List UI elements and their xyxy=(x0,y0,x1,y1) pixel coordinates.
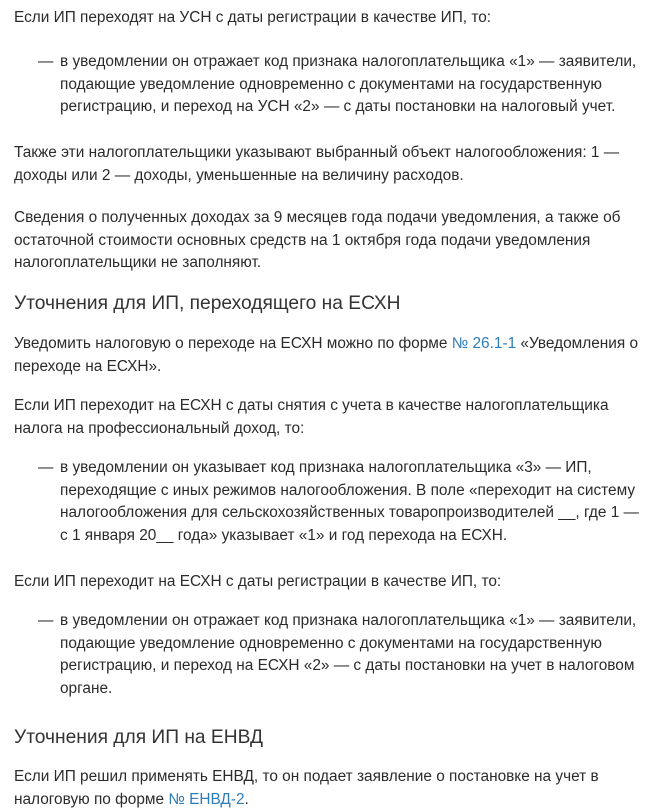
list-item-text: в уведомлении он указывает код признака налогоплательщика «3» — ИП, переходящие с иных режимов налогообложения. В поле «переходит на систему налогообложения для сельскохозяйственных товаропроизводителей __, где 1 — с 1 января 20__ года» указывает «1» и год перехода на ЕСХН. xyxy=(60,459,639,544)
text-after-link: «Уведомления о переходе на ЕСХН». xyxy=(14,335,639,375)
list-item-eskhn-code-3 xyxy=(14,457,640,547)
text-before-link: Если ИП решил применять ЕНВД, то он подает заявление о постановке на учет в налоговую по форме xyxy=(14,768,599,808)
list-item-text: в уведомлении он отражает код признака налогоплательщика «1» — заявители, подающие уведомление одновременно с документами на государственную регистрацию, и переход на ЕСХН «2» — с даты постановки на учет в налоговом органе. xyxy=(60,612,637,697)
paragraph-envd-form xyxy=(14,766,640,811)
paragraph-eskhn-form xyxy=(14,333,640,378)
paragraph-income-info: Сведения о полученных доходах за 9 месяцев года подачи уведомления, а также об остаточной стоимости основных средств на 1 октября года подачи уведомления налогоплательщики не заполняют. xyxy=(14,209,621,272)
form-link-26-1-1[interactable]: № 26.1-1 xyxy=(451,335,517,352)
form-link-envd-2[interactable]: № ЕНВД-2 xyxy=(168,790,245,808)
paragraph-eskhn-npd: Если ИП переходит на ЕСХН с даты снятия с учета в качестве налогоплательщика налога на профессиональный доход, то: xyxy=(14,397,609,437)
paragraph-usn-registration: Если ИП переходят на УСН с даты регистрации в качестве ИП, то: xyxy=(14,9,492,26)
list-item-eskhn-code-1 xyxy=(14,610,640,700)
paragraph-eskhn-registration: Если ИП переходит на ЕСХН с даты регистрации в качестве ИП, то: xyxy=(14,573,502,590)
paragraph-taxation-object: Также эти налогоплательщики указывают выбранный объект налогообложения: 1 — доходы или 2 — доходы, уменьшенные на величину расходов. xyxy=(14,144,620,184)
list-item-text: в уведомлении он отражает код признака налогоплательщика «1» — заявители, подающие уведомление одновременно с документами на государственную регистрацию, и переход на УСН «2» — с даты постановки на налоговый учет. xyxy=(60,53,637,116)
text-after-link: . xyxy=(244,790,249,808)
list-dash: — xyxy=(38,53,54,70)
section-heading-envd: Уточнения для ИП на ЕНВД xyxy=(14,727,263,748)
list-dash: — xyxy=(38,459,54,476)
list-dash: — xyxy=(38,612,54,629)
list-item-usn-code xyxy=(14,51,640,119)
text-before-link: Уведомить налоговую о переходе на ЕСХН можно по форме xyxy=(14,335,452,352)
section-heading-eskhn: Уточнения для ИП, переходящего на ЕСХН xyxy=(14,293,401,314)
